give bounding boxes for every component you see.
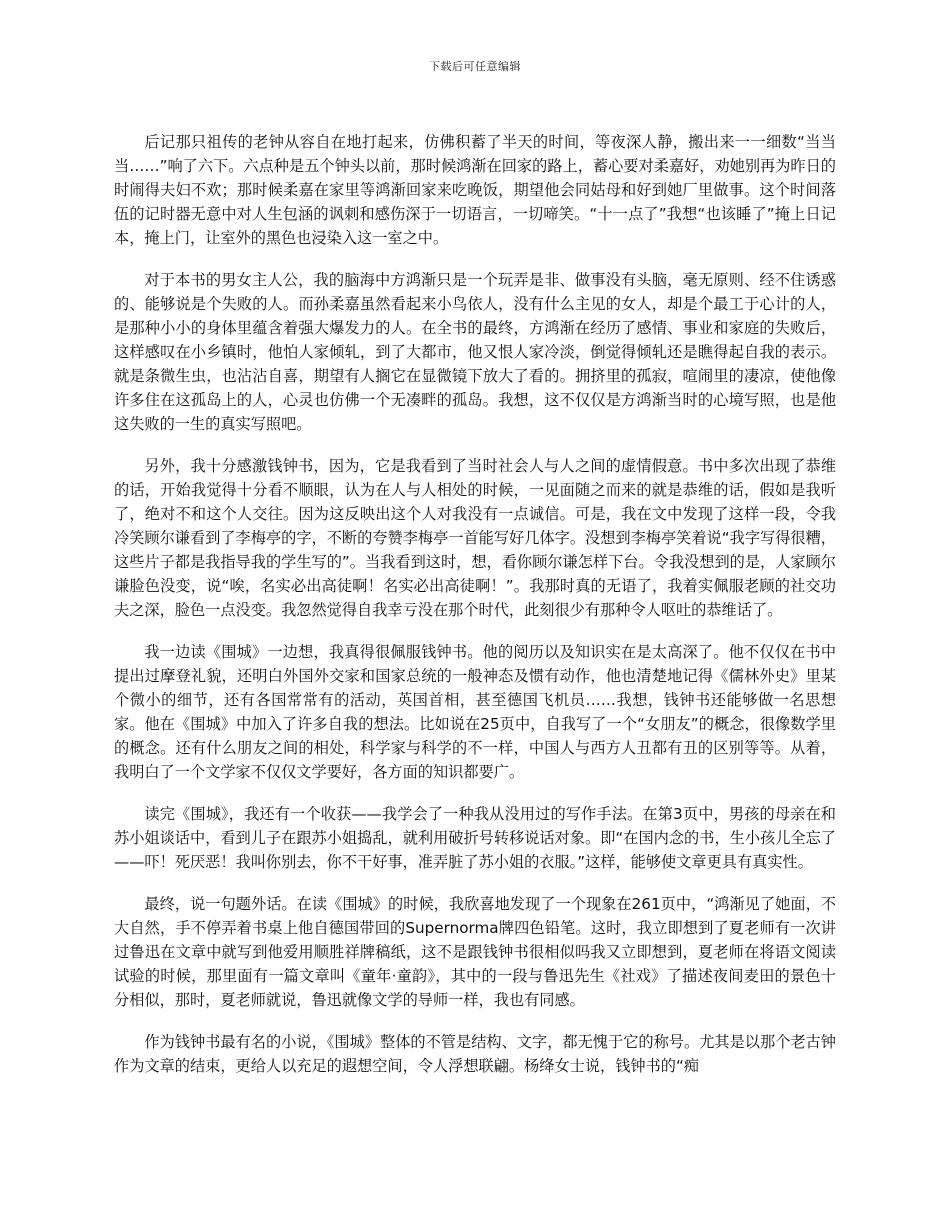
- paragraph-5: 读完《围城》，我还有一个收获——我学会了一种我从没用过的写作手法。在第3页中，男孩的母亲在和苏小姐谈话中，看到儿子在跟苏小姐捣乱，就利用破折号转移说话对象。即“在国内念的书，生小孩儿全忘了——吓！死厌恶！我叫你别去，你不干好事，准弄脏了苏小姐的衣服。”这样，能够使文章更具有真实性。: [114, 805, 836, 871]
- paragraph-2: 对于本书的男女主人公，我的脑海中方鸿渐只是一个玩弄是非、做事没有头脑，毫无原则、经不住诱惑的、能够说是个失败的人。而孙柔嘉虽然看起来小鸟依人，没有什么主见的女人，却是个最工于心计的人，是那种小小的身体里蕴含着强大爆发力的人。在全书的最终，方鸿渐在经历了感情、事业和家庭的失败后，这样感叹在小乡镇时，他怕人家倾轧，到了大都市，他又恨人家冷淡，倒觉得倾轧还是瞧得起自我的表示。就是条微生虫，也沾沾自喜，期望有人搁它在显微镜下放大了看的。拥挤里的孤寂，喧闹里的凄凉，使他像许多住在这孤岛上的人，心灵也仿佛一个无凑畔的孤岛。我想，这不仅仅是方鸿渐当时的心境写照，也是他这失败的一生的真实写照吧。: [114, 271, 836, 433]
- paragraph-7: 作为钱钟书最有名的小说，《围城》整体的不管是结构、文字，都无愧于它的称号。尤其是以那个老古钟作为文章的结束，更给人以充足的遐想空间，令人浮想联翩。杨绛女士说，钱钟书的“痴: [114, 1033, 836, 1075]
- paragraph-3: 另外，我十分感激钱钟书，因为，它是我看到了当时社会人与人之间的虚情假意。书中多次出现了恭维的话，开始我觉得十分看不顺眼，认为在人与人相处的时候，一见面随之而来的就是恭维的话，假如是我听了，绝对不和这个人交往。因为这反映出这个人对我没有一点诚信。可是，我在文中发现了这样一段，令我冷笑顾尔谦看到了李梅亭的字，不断的夸赞李梅亭一首能写好几体字。没想到李梅亭笑着说“我字写得很糟，这些片子都是我指导我的学生写的”。当我看到这时，想，看你顾尔谦怎样下台。令我没想到的是，人家顾尔谦脸色没变，说“唉，名实必出高徒啊！名实必出高徒啊！”。我那时真的无语了，我着实佩服老顾的社交功夫之深，脸色一点没变。我忽然觉得自我幸亏没在那个时代，此刻很少有那种令人呕吐的恭维话了。: [114, 457, 836, 619]
- paragraph-4: 我一边读《围城》一边想，我真得很佩服钱钟书。他的阅历以及知识实在是太高深了。他不仅仅在书中提出过摩登礼貌，还明白外国外交家和国家总统的一般神态及惯有动作，他也清楚地记得《儒林外史》里某个微小的细节，还有各国常常有的活动，英国首相，甚至德国飞机员……我想，钱钟书还能够做一名思想家。他在《围城》中加入了许多自我的想法。比如说在25页中，自我写了一个“女朋友”的概念，很像数学里的概念。还有什么朋友之间的相处，科学家与科学的不一样，中国人与西方人丑都有丑的区别等等。从着，我明白了一个文学家不仅仅文学要好，各方面的知识都要广。: [114, 643, 836, 781]
- paragraph-1: 后记那只祖传的老钟从容自在地打起来，仿佛积蓄了半天的时间，等夜深人静，搬出来一一细数“当当当……”响了六下。六点种是五个钟头以前，那时候鸿渐在回家的路上，蓄心要对柔嘉好，劝她别再为昨日的时闹得夫妇不欢；那时候柔嘉在家里等鸿渐回家来吃晚饭，期望他会同姑母和好到她厂里做事。这个时间落伍的记时器无意中对人生包涵的讽刺和感伤深于一切语言，一切啼笑。“十一点了”我想“也该睡了”掩上日记本，掩上门，让室外的黑色也浸染入这一室之中。: [114, 133, 836, 247]
- page-header: 下载后可任意编辑: [429, 60, 521, 73]
- document-body: [114, 130, 836, 1096]
- paragraph-6: 最终，说一句题外话。在读《围城》的时候，我欣喜地发现了一个现象在261页中，“鸿渐见了她面，不大自然，手不停弄着书桌上他自德国带回的Supernorma牌四色铅笔。这时，我立即想到了夏老师有一次讲过鲁迅在文章中就写到他爱用顺胜祥牌稿纸，这不是跟钱钟书很相似吗我又立即想到，夏老师在将语文阅读试验的时候，那里面有一篇文章叫《童年·童韵》，其中的一段与鲁迅先生《社戏》了描述夜间麦田的景色十分相似，那时，夏老师就说，鲁迅就像文学的导师一样，我也有同感。: [114, 895, 836, 1009]
